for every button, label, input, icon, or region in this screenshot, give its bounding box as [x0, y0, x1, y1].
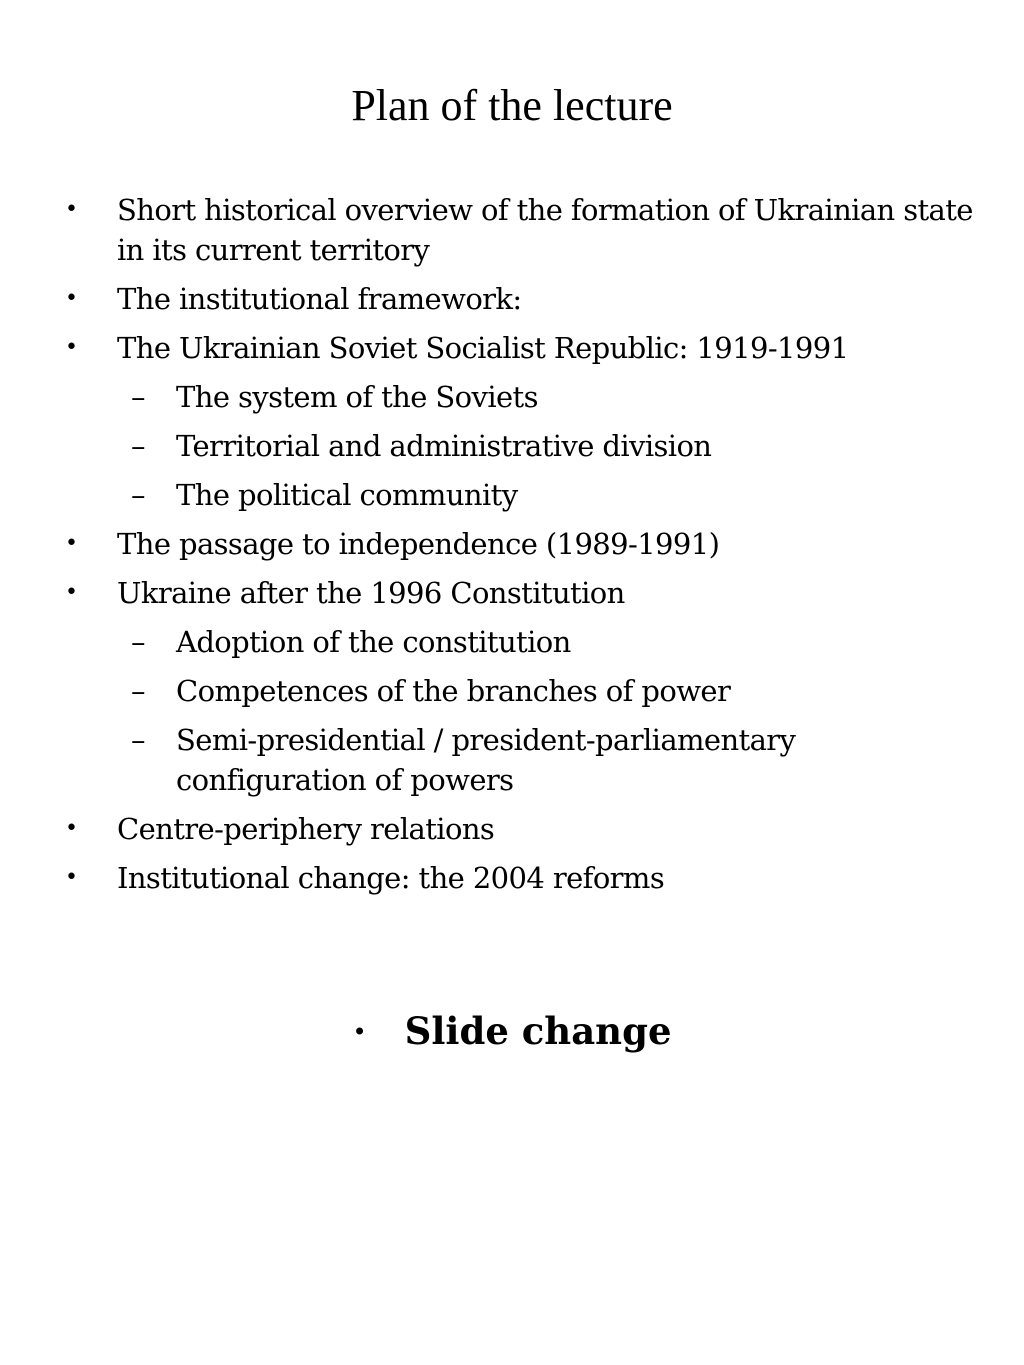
bullet-marker: • [65, 286, 78, 311]
outline-item [65, 190, 974, 270]
dash-marker: – [131, 429, 145, 463]
outline-item-text: Ukraine after the 1996 Constitution [117, 576, 625, 610]
outline-subitem-text: Competences of the branches of power [176, 674, 731, 708]
outline-item-text: The institutional framework: [117, 282, 522, 316]
slide-title: Plan of the lecture [351, 81, 673, 130]
dash-marker: – [131, 625, 145, 659]
outline-subitem-text: Territorial and administrative division [176, 429, 712, 463]
bullet-marker: • [65, 335, 78, 360]
outline-item [65, 279, 974, 319]
outline-subitem [131, 377, 904, 417]
bullet-marker: • [65, 816, 78, 841]
outline-subitem-text: Adoption of the constitution [176, 625, 571, 659]
outline-item-text: Centre-periphery relations [117, 812, 495, 846]
outline-subitem-text: Semi-presidential / president-parliamentary configuration of powers [176, 723, 796, 797]
dash-marker: – [131, 723, 145, 757]
outline-subitem [131, 671, 904, 711]
outline-item [65, 858, 974, 898]
outline-subitem [131, 475, 904, 515]
bullet-marker: • [65, 580, 78, 605]
dash-marker: – [131, 674, 145, 708]
outline-item-text: Institutional change: the 2004 reforms [117, 861, 665, 895]
bullet-marker: • [65, 865, 78, 890]
dash-marker: – [131, 380, 145, 414]
outline-item [65, 524, 974, 564]
bullet-marker: • [352, 1018, 367, 1046]
outline-item-text: Short historical overview of the formation of Ukrainian state in its current territory [117, 193, 973, 267]
slide-change-text: Slide change [404, 1009, 672, 1053]
outline-subitem [131, 720, 904, 800]
lecture-outline [0, 190, 1024, 907]
dash-marker: – [131, 478, 145, 512]
outline-item [65, 328, 974, 368]
outline-subitem [131, 622, 904, 662]
outline-item-text: The Ukrainian Soviet Socialist Republic: 1919-1991 [117, 331, 849, 365]
outline-item [65, 809, 974, 849]
slide-change-note [0, 1007, 1024, 1060]
outline-item-text: The passage to independence (1989-1991) [117, 527, 720, 561]
outline-subitem-text: The system of the Soviets [176, 380, 538, 414]
outline-item [65, 573, 974, 613]
bullet-marker: • [65, 531, 78, 556]
outline-subitem-text: The political community [176, 478, 518, 512]
outline-subitem [131, 426, 904, 466]
bullet-marker: • [65, 197, 78, 222]
